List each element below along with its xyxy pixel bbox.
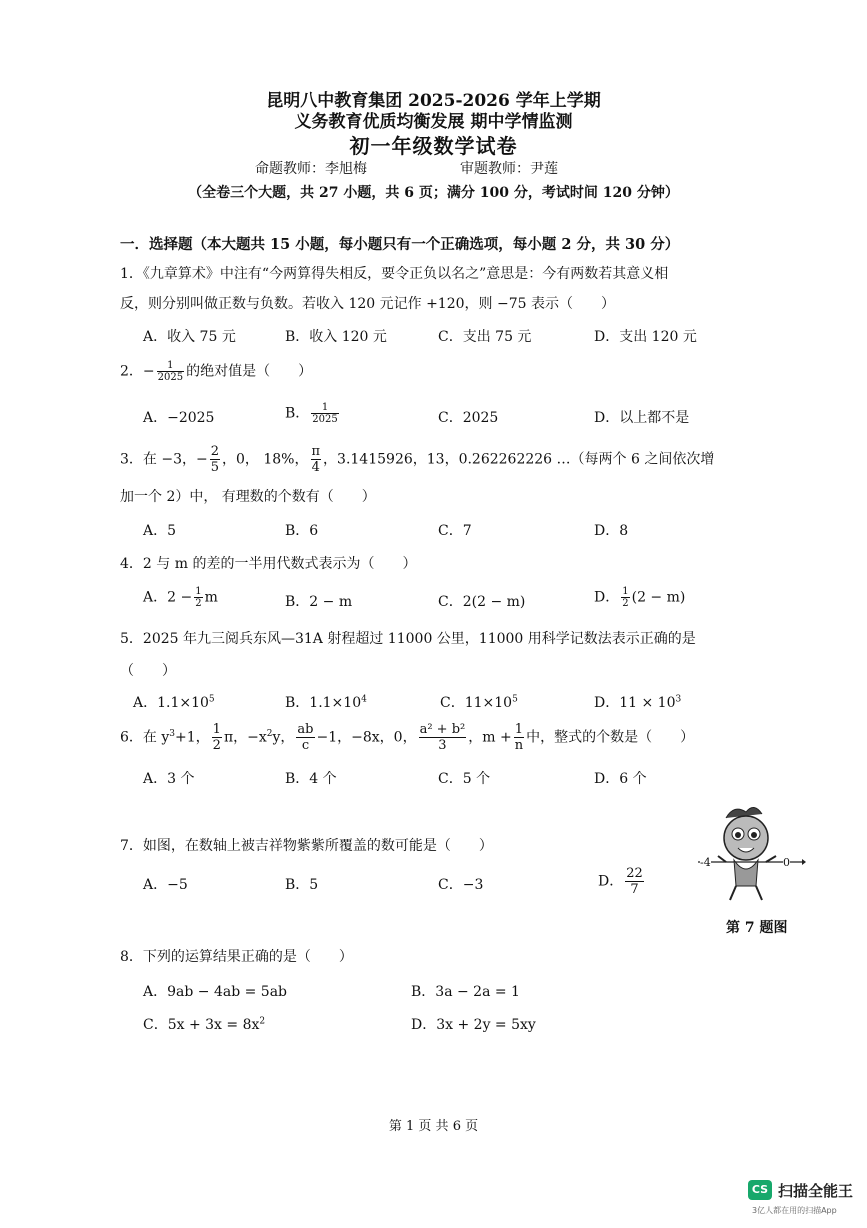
q1-option-d: D．支出 120 元 xyxy=(594,329,697,345)
q6-term-3: y， xyxy=(272,729,295,746)
q2-option-b-label: B． xyxy=(285,405,310,422)
reviewer-teacher: 审题教师：尹莲 xyxy=(460,161,558,177)
q6-fraction-n-num: 1 xyxy=(514,722,524,737)
q6-fraction-half xyxy=(212,722,222,753)
camscanner-tagline: 3亿人都在用的扫描App xyxy=(752,1206,837,1215)
q2-option-b-den: 2025 xyxy=(312,414,338,425)
q7-option-b: B．5 xyxy=(285,877,319,893)
q6-exp-3: 3 xyxy=(169,728,176,739)
q7-option-d-den: 7 xyxy=(630,882,639,897)
q4-option-b: B．2 − m xyxy=(285,594,353,610)
q5-option-d-base: D．11 × 10 xyxy=(594,695,676,711)
q2-stem xyxy=(120,360,312,383)
q6-fraction-squares-den: 3 xyxy=(438,738,447,753)
q5-option-d-exp: 3 xyxy=(675,694,682,705)
q3-option-c: C．7 xyxy=(438,523,472,539)
q6-term-4: −1，−8x，0， xyxy=(316,729,417,746)
q4-option-d-fraction xyxy=(621,586,629,609)
q7-option-d-label: D． xyxy=(598,873,624,890)
q6-fraction-half-num: 1 xyxy=(212,722,221,737)
q6-fraction-n xyxy=(514,722,524,753)
q2-option-c: C．2025 xyxy=(438,410,499,426)
mascot-illustration xyxy=(696,800,806,905)
q5-option-a-exp: 5 xyxy=(208,694,215,705)
exam-title-subtitle: 义务教育优质均衡发展 期中学情监测 xyxy=(294,112,573,132)
q6-fraction-squares xyxy=(419,722,467,753)
q7-option-c: C．−3 xyxy=(438,877,484,893)
q2-suffix: 的绝对值是（ ） xyxy=(186,363,313,380)
q4-option-d xyxy=(594,586,685,609)
q5-line1: 5．2025 年九三阅兵东风—31A 射程超过 11000 公里，11000 用科学记数法表示正确的是 xyxy=(120,631,696,647)
mascot-number-line-figure xyxy=(696,800,806,905)
q5-option-a-base: A．1.1×10 xyxy=(133,695,209,711)
q4-stem: 4．2 与 m 的差的一半用代数式表示为（ ） xyxy=(120,556,417,572)
q4-option-a xyxy=(143,586,218,609)
q3-line2: 加一个 2）中， 有理数的个数有（ ） xyxy=(120,489,376,505)
q2-fraction-num: 1 xyxy=(157,360,184,372)
q3-fraction-1-den: 5 xyxy=(210,460,220,475)
q4-option-c: C．2(2 − m) xyxy=(438,594,526,610)
q6-stem xyxy=(120,722,694,753)
q5-option-a xyxy=(133,692,215,712)
q2-option-b xyxy=(285,402,341,425)
q3-fraction-1 xyxy=(210,444,220,475)
q2-option-b-fraction xyxy=(311,402,338,425)
q7-option-d-num: 22 xyxy=(626,866,643,881)
exam-title-school: 昆明八中教育集团 2025-2026 学年上学期 xyxy=(266,91,601,111)
q5-option-c-exp: 5 xyxy=(512,694,518,705)
q3-prefix: 3．在 −3，− xyxy=(120,451,208,468)
q4-option-a-num: 1 xyxy=(195,586,202,597)
q3-mid: ，0， 18%， xyxy=(222,451,309,468)
q6-prefix: 6．在 y xyxy=(120,729,170,746)
q2-fraction xyxy=(157,360,184,383)
q6-option-a: A．3 个 xyxy=(143,771,195,787)
q1-line1: 1．《九章算术》中注有“今两算得失相反，要令正负以名之”意思是：今有两数若其意义相 xyxy=(120,266,669,282)
q3-option-b: B．6 xyxy=(285,523,319,539)
q5-option-c xyxy=(440,692,518,712)
q4-option-d-den: 2 xyxy=(622,598,629,609)
q8-option-c-base: C．5x + 3x = 8x xyxy=(143,1017,260,1033)
q5-option-b-exp: 4 xyxy=(361,694,367,705)
q5-option-b xyxy=(285,692,367,712)
q5-option-b-base: B．1.1×10 xyxy=(285,695,362,711)
axis-label-left: -4 xyxy=(700,856,711,869)
q4-option-a-suffix: m xyxy=(204,589,218,606)
q2-option-b-num: 1 xyxy=(311,402,338,414)
q4-option-a-den: 2 xyxy=(195,598,202,609)
q3-option-d: D．8 xyxy=(594,523,629,539)
q1-line2: 反，则分别叫做正数与负数。若收入 120 元记作 +120，则 −75 表示（ ） xyxy=(120,296,615,312)
q4-option-a-fraction xyxy=(194,586,202,609)
q5-line2: （ ） xyxy=(120,663,176,679)
q4-option-d-prefix: D． xyxy=(594,589,620,606)
q3-fraction-2-num: π xyxy=(311,444,321,459)
q8-option-d: D．3x + 2y = 5xy xyxy=(411,1017,536,1033)
q2-option-d: D．以上都不是 xyxy=(594,410,690,426)
q6-fraction-ab xyxy=(296,722,314,753)
q2-option-a: A．−2025 xyxy=(143,410,215,426)
q5-option-d xyxy=(594,692,681,712)
q7-option-a: A．−5 xyxy=(143,877,188,893)
q3-line1 xyxy=(120,444,714,475)
q6-fraction-n-den: n xyxy=(514,738,524,753)
q3-fraction-2 xyxy=(311,444,322,475)
q6-term-1: +1， xyxy=(175,729,210,746)
q3-suffix: ，3.1415926，13，0.262262226 …（每两个 6 之间依次增 xyxy=(323,451,715,468)
q6-fraction-ab-den: c xyxy=(301,738,310,753)
q7-stem: 7．如图，在数轴上被吉祥物紫紫所覆盖的数可能是（ ） xyxy=(120,838,493,854)
figure-caption: 第 7 题图 xyxy=(726,920,788,936)
author-teacher: 命题教师：李旭梅 xyxy=(255,161,367,177)
q2-prefix: 2．− xyxy=(120,363,155,380)
q7-option-d xyxy=(598,866,646,897)
q8-option-c-exp: 2 xyxy=(259,1016,266,1027)
q2-fraction-den: 2025 xyxy=(157,372,184,383)
q8-option-a: A．9ab − 4ab = 5ab xyxy=(143,984,288,1000)
q6-fraction-half-den: 2 xyxy=(212,738,221,753)
q1-option-c: C．支出 75 元 xyxy=(438,329,532,345)
q1-option-a: A．收入 75 元 xyxy=(143,329,236,345)
q6-term-2: π，−x xyxy=(223,729,267,746)
q6-fraction-ab-num: ab xyxy=(297,722,314,737)
q4-option-a-prefix: A．2 − xyxy=(143,589,193,606)
q8-option-b: B．3a − 2a = 1 xyxy=(411,984,520,1000)
q4-option-d-num: 1 xyxy=(622,586,629,597)
exam-note: （全卷三个大题，共 27 小题，共 6 页；满分 100 分，考试时间 120 分钟） xyxy=(188,185,679,201)
q6-exp-2: 2 xyxy=(266,728,273,739)
q3-option-a: A．5 xyxy=(143,523,177,539)
axis-label-right: 0 xyxy=(783,856,790,869)
exam-title-main: 初一年级数学试卷 xyxy=(349,134,518,158)
page-footer: 第 1 页 共 6 页 xyxy=(388,1119,479,1134)
q6-term-5: ，m + xyxy=(468,729,512,746)
q6-option-b: B．4 个 xyxy=(285,771,337,787)
q4-option-d-suffix: (2 − m) xyxy=(631,589,686,606)
section-heading: 一．选择题（本大题共 15 小题，每小题只有一个正确选项，每小题 2 分，共 30 分） xyxy=(120,236,680,253)
q3-fraction-1-num: 2 xyxy=(210,444,220,459)
q6-suffix: 中，整式的个数是（ ） xyxy=(526,729,695,746)
q6-fraction-squares-num: a² + b² xyxy=(419,722,466,737)
q5-option-c-base: C．11×10 xyxy=(440,695,513,711)
q3-fraction-2-den: 4 xyxy=(311,460,320,475)
q7-option-d-fraction xyxy=(625,866,644,897)
camscanner-logo-icon: CS xyxy=(748,1180,772,1200)
q1-option-b: B．收入 120 元 xyxy=(285,329,387,345)
q8-option-c xyxy=(143,1014,265,1034)
q6-option-c: C．5 个 xyxy=(438,771,491,787)
q6-option-d: D．6 个 xyxy=(594,771,647,787)
q8-stem: 8．下列的运算结果正确的是（ ） xyxy=(120,949,353,965)
camscanner-name: 扫描全能王 xyxy=(778,1182,854,1200)
